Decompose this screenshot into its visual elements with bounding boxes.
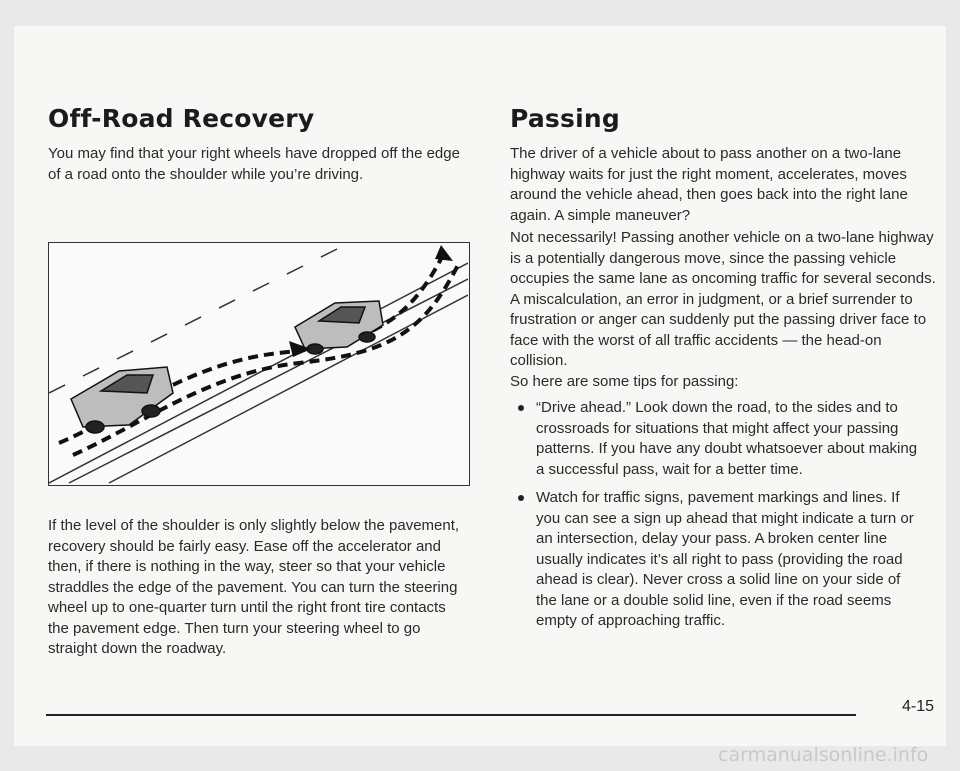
section-heading-passing: Passing [510, 104, 620, 133]
off-road-recovery-illustration [48, 242, 470, 486]
passing-tips-list [510, 398, 920, 632]
list-item: “Drive ahead.” Look down the road, to the sides and to crossroads for situations that might affect your passing patterns. If you have any doubt whatsoever about making a successful pass, wait for a better time. [510, 398, 920, 480]
off-road-body: If the level of the shoulder is only slightly below the pavement, recovery should be fairly easy. Ease off the accelerator and then, if there is nothing in the way, steer so that your vehicle straddles the edge of the pavement. You can turn the steering wheel up to one-quarter turn until the right front tire contacts the pavement edge. Then turn your steering wheel to go straight down the roadway. [48, 517, 460, 657]
section-heading-off-road-recovery: Off-Road Recovery [48, 104, 315, 133]
off-road-intro: You may find that your right wheels have dropped off the edge of a road onto the shoulder while you’re driving. [48, 145, 460, 183]
car-lower [71, 367, 173, 433]
footer-rule [46, 714, 856, 716]
manual-page [14, 26, 946, 746]
watermark: carmanualsonline.info [718, 744, 929, 766]
page-number: 4-15 [902, 698, 935, 715]
passing-para-3: So here are some tips for passing: [510, 373, 739, 390]
passing-para-1: The driver of a vehicle about to pass another on a two-lane highway waits for just the right moment, accelerates, moves around the vehicle ahead, then goes back into the right lane again. A simple maneuver? [510, 145, 908, 224]
road-recovery-drawing [49, 243, 468, 484]
list-item: Watch for traffic signs, pavement markings and lines. If you can see a sign up ahead that might indicate a turn or an intersection, delay your pass. A broken center line usually indicates it’s all right to pass (providing the road ahead is clear). Never cross a solid line on your side of the lane or a double solid line, even if the road seems empty of approaching traffic. [510, 488, 920, 632]
passing-para-2: Not necessarily! Passing another vehicle on a two-lane highway is a potentially dangerous move, since the passing vehicle occupies the same lane as oncoming traffic for several seconds. A miscalculation, an error in judgment, or a brief surrender to frustration or anger can suddenly put the passing driver face to face with the worst of all traffic accidents — the head-on collision. [510, 229, 936, 369]
bullet-icon [518, 405, 524, 411]
bullet-icon [518, 495, 524, 501]
